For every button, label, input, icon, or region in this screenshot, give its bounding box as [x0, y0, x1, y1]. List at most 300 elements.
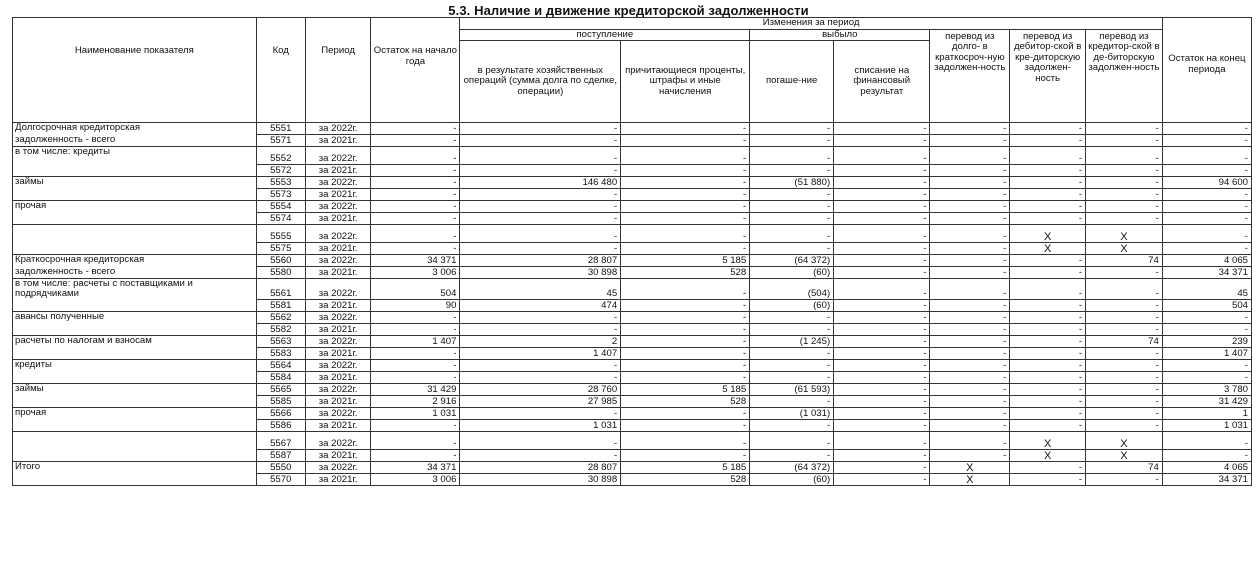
cell-repayment: (64 372) [750, 461, 834, 473]
row-code: 5562 [256, 311, 305, 323]
cell-start: - [371, 225, 460, 243]
cell-end: - [1162, 359, 1251, 371]
row-code: 5564 [256, 359, 305, 371]
cell-ops: 146 480 [460, 177, 621, 189]
table-row [13, 323, 1252, 335]
row-label [13, 419, 257, 431]
cell-interest: - [621, 243, 750, 255]
cell-repayment: (1 245) [750, 335, 834, 347]
header-transfer-pay: перевод из кредитор-ской в де-биторскую задолжен-ность [1086, 29, 1163, 123]
row-code: 5567 [256, 431, 305, 449]
cell-transfer-lt-st: - [930, 431, 1010, 449]
row-period: за 2021г. [305, 165, 371, 177]
cell-interest: 5 185 [621, 383, 750, 395]
table-row [13, 147, 1252, 165]
cell-interest: 528 [621, 473, 750, 485]
cell-end: 45 [1162, 279, 1251, 300]
cell-end: - [1162, 135, 1251, 147]
cell-transfer-lt-st: - [930, 407, 1010, 419]
cell-end: - [1162, 323, 1251, 335]
cell-writeoff: - [834, 225, 930, 243]
cell-repayment: - [750, 165, 834, 177]
cell-repayment: (60) [750, 267, 834, 279]
cell-start: - [371, 213, 460, 225]
row-label: расчеты по налогам и взносам [13, 335, 257, 347]
row-label [13, 347, 257, 359]
cell-ops: - [460, 431, 621, 449]
cell-transfer-lt-st: - [930, 419, 1010, 431]
cell-transfer-lt-st: - [930, 395, 1010, 407]
table-row [13, 371, 1252, 383]
cell-transfer-pay: - [1086, 189, 1163, 201]
table-header [13, 18, 1252, 123]
row-label [13, 431, 257, 449]
cell-end: 34 371 [1162, 473, 1251, 485]
cell-ops: 30 898 [460, 473, 621, 485]
row-code: 5560 [256, 255, 305, 267]
cell-transfer-lt-st: - [930, 255, 1010, 267]
header-transfer-recv: перевод из дебитор-ской в кре-диторскую задолжен-ность [1010, 29, 1086, 123]
cell-start: 2 916 [371, 395, 460, 407]
cell-repayment: (60) [750, 299, 834, 311]
cell-interest: - [621, 189, 750, 201]
row-period: за 2022г. [305, 255, 371, 267]
cell-ops: 27 985 [460, 395, 621, 407]
cell-transfer-lt-st: - [930, 147, 1010, 165]
cell-writeoff: - [834, 243, 930, 255]
cell-end: - [1162, 225, 1251, 243]
cell-end: - [1162, 213, 1251, 225]
cell-interest: 528 [621, 267, 750, 279]
cell-writeoff: - [834, 135, 930, 147]
row-period: за 2022г. [305, 279, 371, 300]
cell-writeoff: - [834, 371, 930, 383]
row-code: 5565 [256, 383, 305, 395]
cell-ops: - [460, 311, 621, 323]
cell-transfer-recv: - [1010, 419, 1086, 431]
cell-transfer-pay: - [1086, 419, 1163, 431]
cell-repayment: - [750, 225, 834, 243]
table-row [13, 311, 1252, 323]
cell-repayment: - [750, 311, 834, 323]
cell-ops: 474 [460, 299, 621, 311]
table-row [13, 449, 1252, 461]
row-code: 5554 [256, 201, 305, 213]
cell-transfer-recv: - [1010, 135, 1086, 147]
row-period: за 2021г. [305, 347, 371, 359]
cell-repayment: - [750, 123, 834, 135]
cell-repayment: - [750, 213, 834, 225]
cell-transfer-pay: - [1086, 347, 1163, 359]
cell-interest: - [621, 371, 750, 383]
cell-transfer-pay: 74 [1086, 335, 1163, 347]
cell-transfer-pay: - [1086, 473, 1163, 485]
cell-ops: - [460, 323, 621, 335]
cell-transfer-lt-st: - [930, 279, 1010, 300]
cell-interest: - [621, 311, 750, 323]
row-label [13, 213, 257, 225]
row-label: прочая [13, 201, 257, 213]
cell-start: - [371, 177, 460, 189]
cell-writeoff: - [834, 359, 930, 371]
cell-interest: - [621, 225, 750, 243]
cell-transfer-lt-st: - [930, 323, 1010, 335]
row-code: 5571 [256, 135, 305, 147]
cell-interest: 5 185 [621, 461, 750, 473]
row-code: 5561 [256, 279, 305, 300]
cell-start: - [371, 189, 460, 201]
row-period: за 2021г. [305, 135, 371, 147]
cell-transfer-pay: 74 [1086, 255, 1163, 267]
cell-interest: - [621, 419, 750, 431]
cell-end: - [1162, 189, 1251, 201]
cell-end: 1 [1162, 407, 1251, 419]
row-code: 5584 [256, 371, 305, 383]
row-label: задолженность - всего [13, 267, 257, 279]
cell-interest: - [621, 213, 750, 225]
cell-interest: - [621, 279, 750, 300]
cell-writeoff: - [834, 299, 930, 311]
cell-transfer-pay: - [1086, 299, 1163, 311]
row-label: кредиты [13, 359, 257, 371]
cell-start: 1 407 [371, 335, 460, 347]
cell-repayment: - [750, 395, 834, 407]
cell-end: - [1162, 165, 1251, 177]
cell-end: - [1162, 147, 1251, 165]
row-period: за 2021г. [305, 267, 371, 279]
row-label: прочая [13, 407, 257, 419]
cell-writeoff: - [834, 165, 930, 177]
table-row [13, 359, 1252, 371]
cell-end: - [1162, 311, 1251, 323]
row-period: за 2021г. [305, 323, 371, 335]
cell-interest: - [621, 431, 750, 449]
table-row [13, 255, 1252, 267]
row-label: займы [13, 383, 257, 395]
row-period: за 2022г. [305, 335, 371, 347]
table-row [13, 473, 1252, 485]
row-code: 5575 [256, 243, 305, 255]
cell-writeoff: - [834, 213, 930, 225]
cell-writeoff: - [834, 267, 930, 279]
row-label [13, 189, 257, 201]
cell-transfer-recv: - [1010, 165, 1086, 177]
cell-transfer-lt-st: - [930, 243, 1010, 255]
row-period: за 2021г. [305, 395, 371, 407]
row-label: в том числе: кредиты [13, 147, 257, 165]
row-period: за 2022г. [305, 359, 371, 371]
cell-interest: - [621, 201, 750, 213]
cell-end: - [1162, 431, 1251, 449]
cell-writeoff: - [834, 147, 930, 165]
cell-end: 1 407 [1162, 347, 1251, 359]
cell-transfer-pay: - [1086, 123, 1163, 135]
cell-transfer-pay: - [1086, 213, 1163, 225]
row-period: за 2022г. [305, 177, 371, 189]
cell-transfer-pay: - [1086, 383, 1163, 395]
cell-repayment: - [750, 419, 834, 431]
cell-transfer-recv: - [1010, 347, 1086, 359]
cell-transfer-pay: X [1086, 243, 1163, 255]
cell-transfer-lt-st: - [930, 135, 1010, 147]
table-row [13, 407, 1252, 419]
cell-transfer-recv: - [1010, 335, 1086, 347]
row-period: за 2021г. [305, 473, 371, 485]
table-row [13, 225, 1252, 243]
cell-start: 1 031 [371, 407, 460, 419]
cell-end: 1 031 [1162, 419, 1251, 431]
row-code: 5551 [256, 123, 305, 135]
cell-transfer-lt-st: - [930, 267, 1010, 279]
cell-transfer-pay: - [1086, 147, 1163, 165]
row-code: 5555 [256, 225, 305, 243]
cell-transfer-recv: - [1010, 279, 1086, 300]
cell-writeoff: - [834, 177, 930, 189]
row-period: за 2021г. [305, 419, 371, 431]
cell-transfer-lt-st: - [930, 311, 1010, 323]
cell-start: - [371, 201, 460, 213]
header-outflow: выбыло [750, 29, 930, 41]
cell-end: 4 065 [1162, 255, 1251, 267]
cell-writeoff: - [834, 311, 930, 323]
cell-ops: 2 [460, 335, 621, 347]
cell-repayment: (1 031) [750, 407, 834, 419]
cell-start: - [371, 419, 460, 431]
cell-transfer-lt-st: - [930, 213, 1010, 225]
cell-end: - [1162, 201, 1251, 213]
cell-repayment: - [750, 189, 834, 201]
cell-end: 3 780 [1162, 383, 1251, 395]
cell-transfer-lt-st: - [930, 449, 1010, 461]
cell-repayment: - [750, 347, 834, 359]
cell-transfer-recv: - [1010, 299, 1086, 311]
cell-ops: - [460, 189, 621, 201]
cell-transfer-lt-st: - [930, 371, 1010, 383]
cell-transfer-recv: - [1010, 255, 1086, 267]
cell-end: 4 065 [1162, 461, 1251, 473]
cell-transfer-lt-st: - [930, 189, 1010, 201]
table-row [13, 177, 1252, 189]
row-code: 5552 [256, 147, 305, 165]
cell-transfer-recv: - [1010, 311, 1086, 323]
row-label [13, 323, 257, 335]
cell-ops: 30 898 [460, 267, 621, 279]
cell-repayment: (51 880) [750, 177, 834, 189]
row-label: Долгосрочная кредиторская [13, 123, 257, 135]
cell-transfer-pay: - [1086, 177, 1163, 189]
cell-transfer-pay: - [1086, 359, 1163, 371]
cell-start: 3 006 [371, 473, 460, 485]
cell-writeoff: - [834, 347, 930, 359]
cell-ops: 28 760 [460, 383, 621, 395]
cell-interest: - [621, 165, 750, 177]
cell-transfer-recv: - [1010, 323, 1086, 335]
cell-repayment: - [750, 135, 834, 147]
table-row [13, 395, 1252, 407]
table-row [13, 279, 1252, 300]
cell-writeoff: - [834, 419, 930, 431]
cell-writeoff: - [834, 123, 930, 135]
cell-ops: 28 807 [460, 461, 621, 473]
cell-transfer-recv: - [1010, 147, 1086, 165]
cell-writeoff: - [834, 335, 930, 347]
cell-interest: - [621, 123, 750, 135]
cell-transfer-recv: - [1010, 177, 1086, 189]
row-code: 5550 [256, 461, 305, 473]
cell-transfer-lt-st: - [930, 359, 1010, 371]
cell-ops: 45 [460, 279, 621, 300]
cell-start: - [371, 371, 460, 383]
cell-repayment: - [750, 431, 834, 449]
row-code: 5574 [256, 213, 305, 225]
row-code: 5580 [256, 267, 305, 279]
row-code: 5583 [256, 347, 305, 359]
cell-writeoff: - [834, 323, 930, 335]
row-code: 5586 [256, 419, 305, 431]
cell-transfer-lt-st: - [930, 165, 1010, 177]
header-code: Код [256, 18, 305, 123]
cell-transfer-pay: - [1086, 267, 1163, 279]
cell-end: - [1162, 123, 1251, 135]
row-label [13, 473, 257, 485]
cell-transfer-recv: - [1010, 461, 1086, 473]
row-label: Краткосрочная кредиторская [13, 255, 257, 267]
cell-ops: 1 031 [460, 419, 621, 431]
cell-transfer-recv: X [1010, 431, 1086, 449]
table-row [13, 431, 1252, 449]
cell-transfer-pay: - [1086, 201, 1163, 213]
cell-end: - [1162, 371, 1251, 383]
header-inflow-interest: причитающиеся проценты, штрафы и иные начисления [621, 41, 750, 123]
cell-start: - [371, 135, 460, 147]
row-period: за 2022г. [305, 201, 371, 213]
cell-transfer-recv: - [1010, 395, 1086, 407]
cell-start: 3 006 [371, 267, 460, 279]
row-period: за 2022г. [305, 147, 371, 165]
row-code: 5566 [256, 407, 305, 419]
table-row [13, 243, 1252, 255]
table-row [13, 165, 1252, 177]
cell-transfer-pay: X [1086, 449, 1163, 461]
table-row [13, 135, 1252, 147]
cell-ops: - [460, 165, 621, 177]
cell-transfer-recv: - [1010, 201, 1086, 213]
cell-start: - [371, 359, 460, 371]
cell-start: - [371, 347, 460, 359]
table-body [13, 123, 1252, 486]
cell-interest: - [621, 177, 750, 189]
cell-repayment: (60) [750, 473, 834, 485]
cell-writeoff: - [834, 279, 930, 300]
cell-transfer-recv: X [1010, 449, 1086, 461]
table-row [13, 123, 1252, 135]
cell-interest: - [621, 359, 750, 371]
cell-start: - [371, 323, 460, 335]
row-period: за 2021г. [305, 449, 371, 461]
cell-start: 31 429 [371, 383, 460, 395]
row-period: за 2022г. [305, 225, 371, 243]
cell-writeoff: - [834, 383, 930, 395]
cell-interest: - [621, 147, 750, 165]
cell-repayment: - [750, 323, 834, 335]
cell-transfer-recv: - [1010, 359, 1086, 371]
cell-transfer-recv: - [1010, 189, 1086, 201]
cell-ops: - [460, 135, 621, 147]
row-label [13, 225, 257, 243]
cell-transfer-recv: - [1010, 383, 1086, 395]
row-period: за 2022г. [305, 407, 371, 419]
cell-end: 34 371 [1162, 267, 1251, 279]
row-label [13, 449, 257, 461]
cell-start: 34 371 [371, 461, 460, 473]
row-label: Итого [13, 461, 257, 473]
row-label: займы [13, 177, 257, 189]
header-name: Наименование показателя [13, 18, 257, 123]
cell-start: - [371, 123, 460, 135]
cell-interest: - [621, 135, 750, 147]
cell-transfer-lt-st: - [930, 225, 1010, 243]
row-code: 5570 [256, 473, 305, 485]
table-row [13, 189, 1252, 201]
cell-ops: - [460, 225, 621, 243]
cell-start: 34 371 [371, 255, 460, 267]
cell-transfer-pay: - [1086, 135, 1163, 147]
row-period: за 2022г. [305, 123, 371, 135]
row-period: за 2022г. [305, 431, 371, 449]
cell-transfer-pay: X [1086, 431, 1163, 449]
row-period: за 2022г. [305, 461, 371, 473]
cell-transfer-lt-st: - [930, 299, 1010, 311]
cell-transfer-lt-st: X [930, 461, 1010, 473]
row-code: 5587 [256, 449, 305, 461]
header-writeoff: списание на финансовый результат [834, 41, 930, 123]
table-row [13, 461, 1252, 473]
cell-start: - [371, 311, 460, 323]
cell-repayment: - [750, 201, 834, 213]
cell-ops: - [460, 243, 621, 255]
cell-repayment: - [750, 147, 834, 165]
header-period: Период [305, 18, 371, 123]
cell-repayment: - [750, 449, 834, 461]
row-label [13, 395, 257, 407]
cell-interest: 5 185 [621, 255, 750, 267]
row-code: 5585 [256, 395, 305, 407]
cell-writeoff: - [834, 461, 930, 473]
cell-interest: - [621, 449, 750, 461]
table-row [13, 299, 1252, 311]
row-label [13, 165, 257, 177]
cell-ops: - [460, 449, 621, 461]
cell-transfer-lt-st: - [930, 123, 1010, 135]
header-inflow: поступление [460, 29, 750, 41]
cell-transfer-pay: - [1086, 371, 1163, 383]
cell-transfer-lt-st: X [930, 473, 1010, 485]
row-code: 5553 [256, 177, 305, 189]
cell-transfer-lt-st: - [930, 347, 1010, 359]
table-row [13, 335, 1252, 347]
cell-end: 31 429 [1162, 395, 1251, 407]
payables-table [12, 17, 1252, 486]
cell-writeoff: - [834, 473, 930, 485]
cell-start: - [371, 431, 460, 449]
cell-writeoff: - [834, 407, 930, 419]
cell-repayment: - [750, 243, 834, 255]
cell-repayment: - [750, 371, 834, 383]
cell-transfer-pay: 74 [1086, 461, 1163, 473]
row-label [13, 371, 257, 383]
row-period: за 2021г. [305, 213, 371, 225]
cell-interest: - [621, 335, 750, 347]
